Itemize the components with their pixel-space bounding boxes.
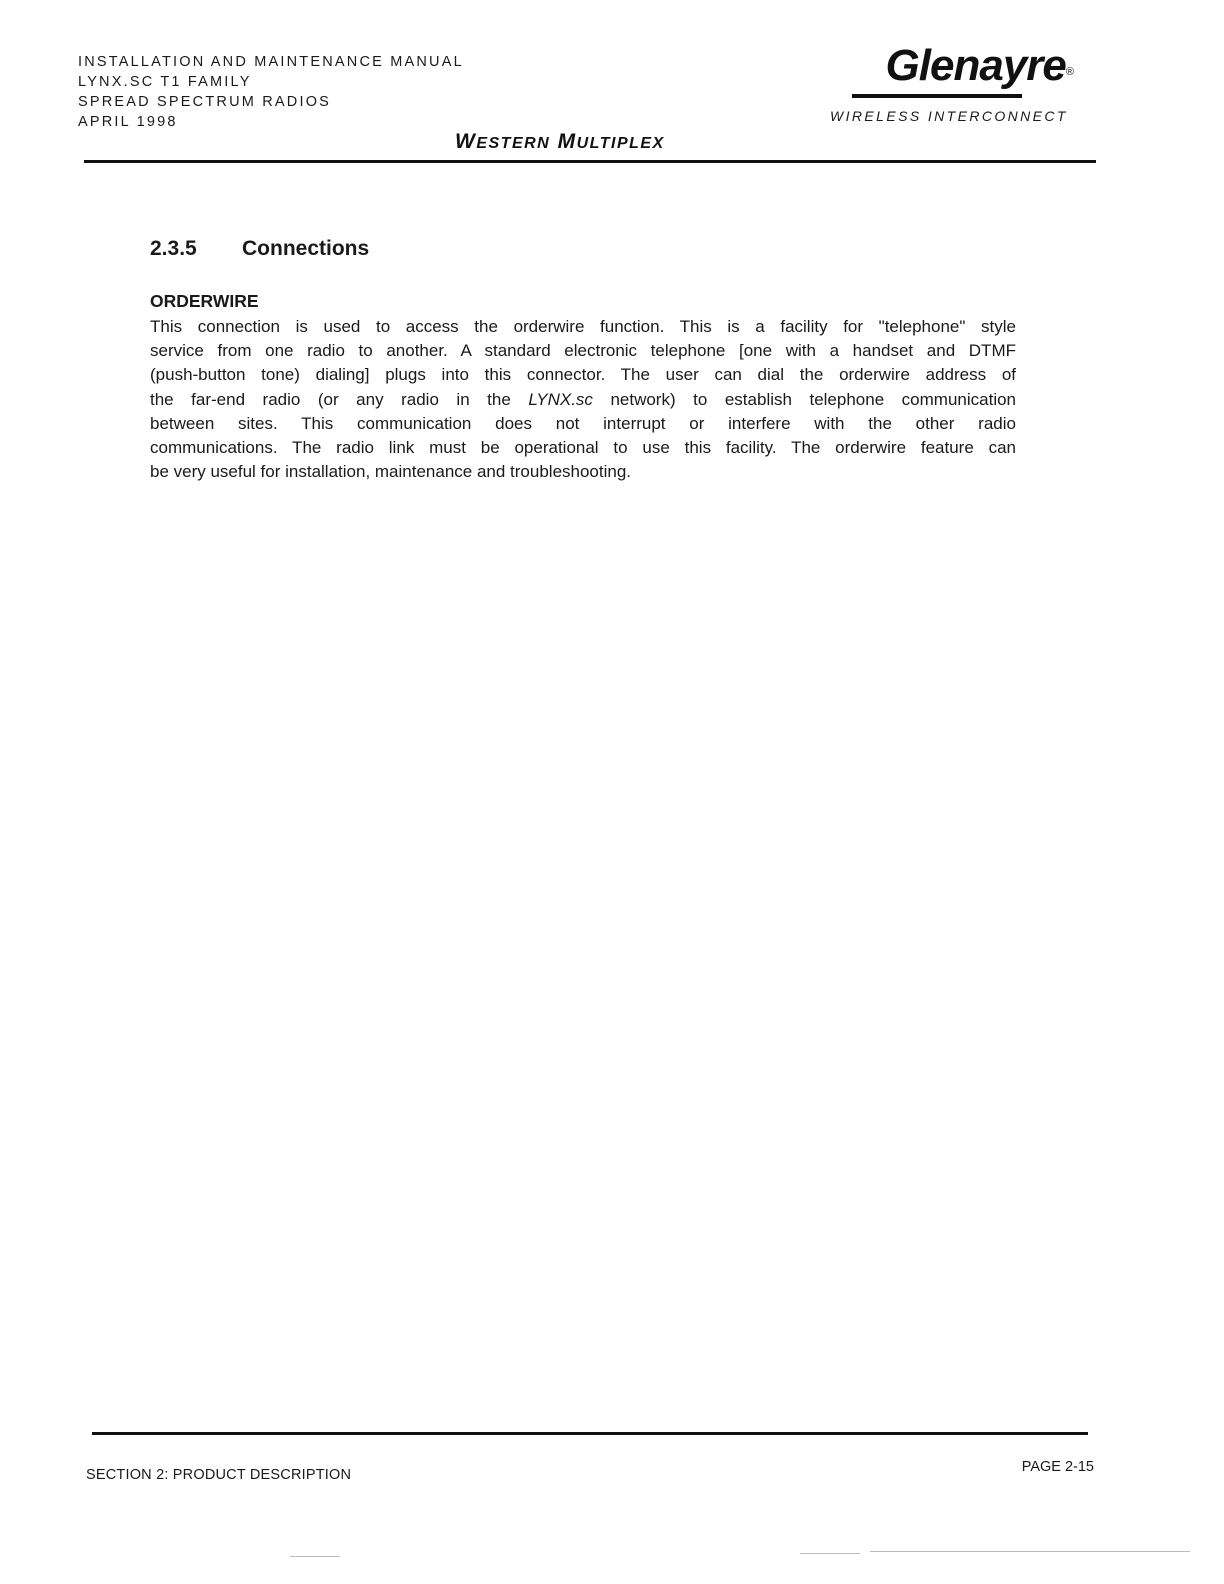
subsection-heading: ORDERWIRE [150,291,259,311]
body-line-segment: network) to establish telephone communication [592,389,1017,409]
section-number: 2.3.5 [150,237,197,260]
header-product-type: SPREAD SPECTRUM RADIOS [78,94,332,110]
brand-block [820,40,1095,130]
body-paragraph [150,315,1016,484]
section-heading [150,237,369,261]
header-product-family: LYNX.SC T1 FAMILY [78,74,252,90]
company-name [455,130,665,154]
brand-logo [886,40,1073,92]
section-title: Connections [242,237,370,260]
document-header-info [78,52,464,132]
brand-logo-underline [852,94,1022,98]
company-second-initial: M [557,130,577,153]
footer-page-number: PAGE 2-15 [1021,1459,1094,1475]
body-line: service from one radio to another. A standard electronic telephone [one with a handset and DTMF [150,341,1016,361]
body-line: This connection is used to access the orderwire function. This is a facility for "telephone" style [150,317,1016,336]
footer-divider [92,1432,1088,1435]
body-line: between sites. This communication does not interrupt or interfere with the other radio [150,413,1016,433]
registered-mark: ® [1065,66,1073,78]
company-second-rest: ULTIPLEX [576,135,665,152]
header-date: APRIL 1998 [78,114,178,130]
header-divider [84,160,1096,163]
footer-section-label: SECTION 2: PRODUCT DESCRIPTION [86,1467,352,1483]
body-line-segment: the far-end radio (or any radio in the [150,389,529,409]
scan-artifact [870,1551,1190,1552]
header-manual-title: INSTALLATION AND MAINTENANCE MANUAL [78,54,464,70]
scan-artifact [800,1553,860,1554]
body-line: (push-button tone) dialing] plugs into this connector. The user can dial the orderwire address of [150,365,1016,385]
company-first-rest: ESTERN [476,135,551,152]
body-line: communications. The radio link must be operational to use this facility. The orderwire feature can [150,438,1016,458]
body-line [150,388,1016,412]
brand-tagline: WIRELESS INTERCONNECT [830,108,1068,124]
company-first-initial: W [455,130,477,153]
body-line: be very useful for installation, maintenance and troubleshooting. [150,462,632,482]
scan-artifact [290,1556,340,1557]
brand-logo-text: Glenayre [885,41,1066,90]
product-name-emphasis: LYNX.sc [528,389,593,409]
